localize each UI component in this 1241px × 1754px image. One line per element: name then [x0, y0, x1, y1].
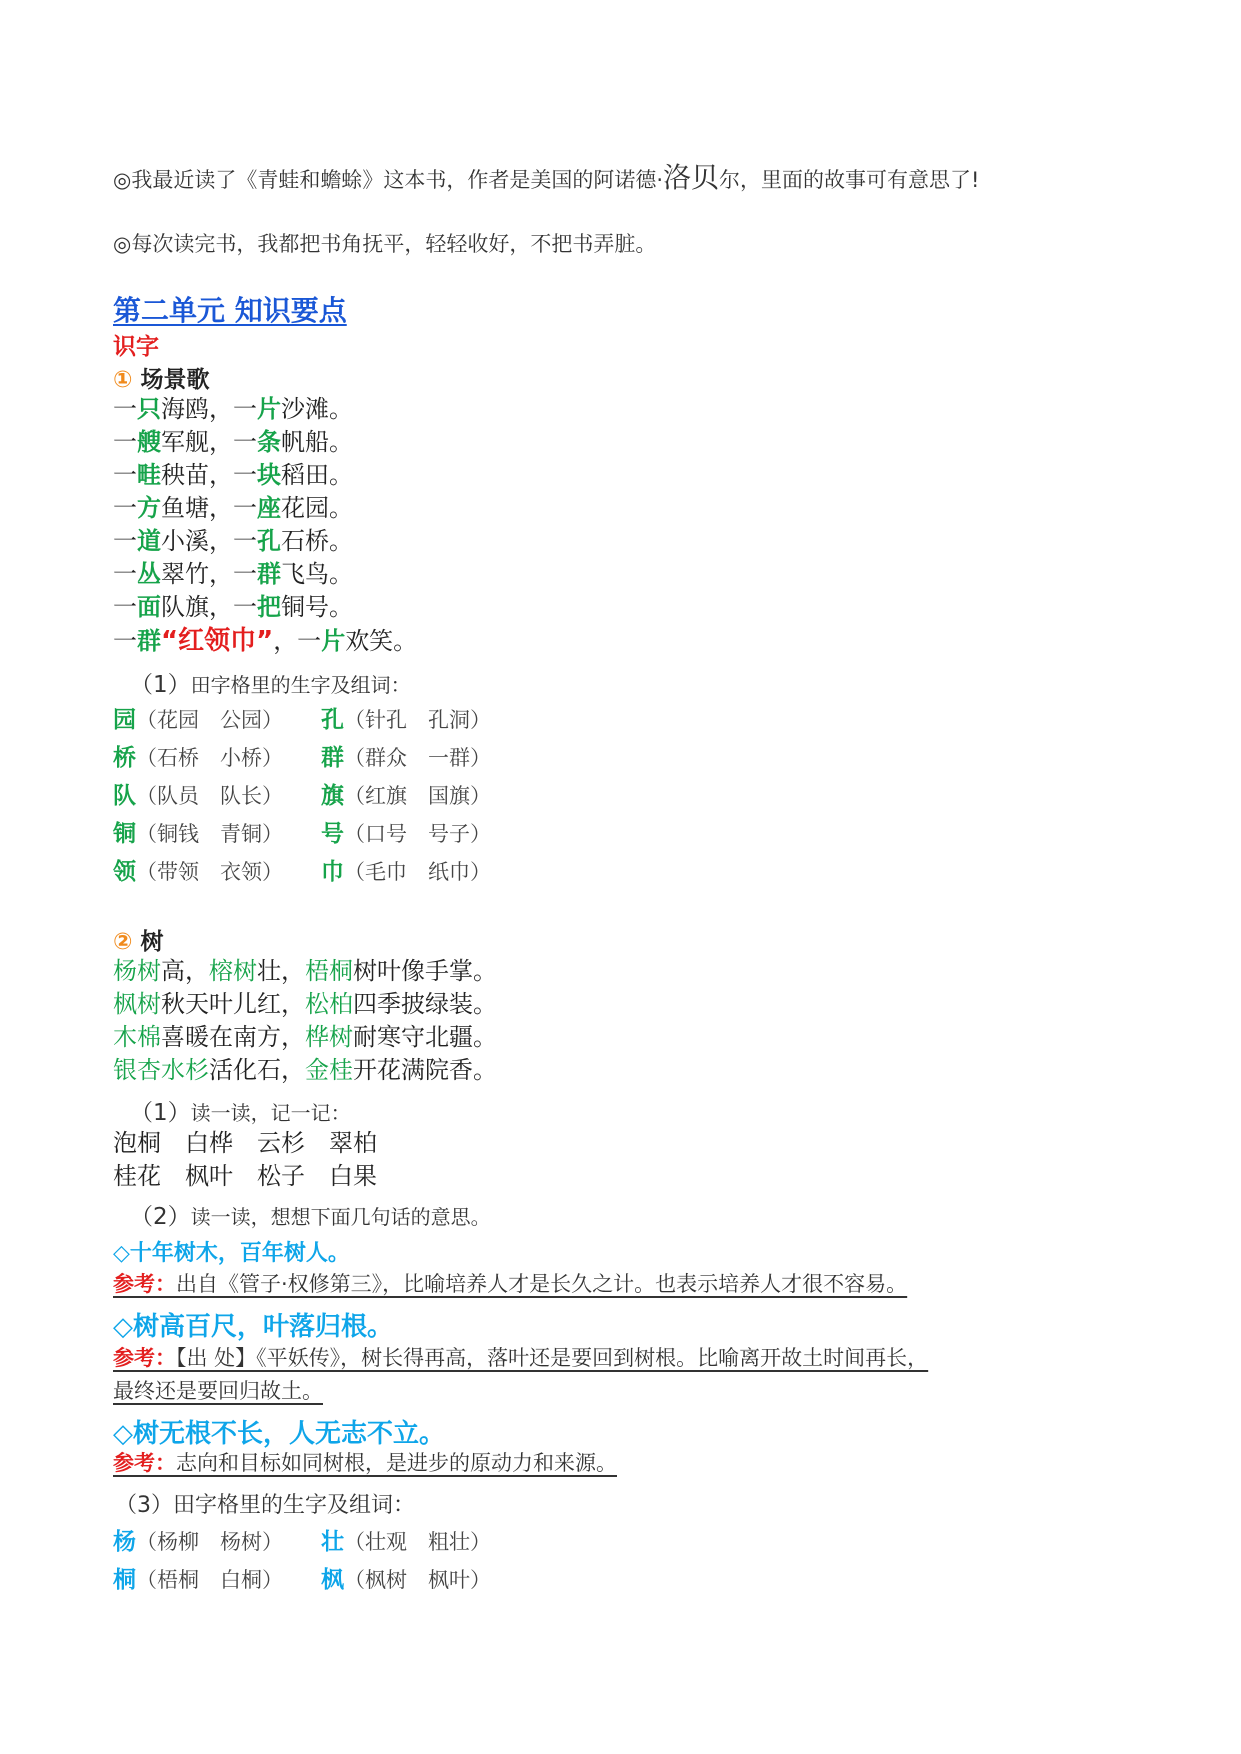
- tree-name: 银杏水杉: [113, 1056, 209, 1084]
- last-line-comma: ，一: [273, 627, 322, 655]
- word-entry: [113, 815, 321, 853]
- poem-text: 海鸥，一: [161, 395, 257, 423]
- word-group: （口号 号子）: [344, 822, 491, 846]
- measure-word: 块: [257, 461, 281, 489]
- reference-2-text-a: 【出 处】《平妖传》，树长得再高，落叶还是要回到树根。比喻离开故土时间再长，: [176, 1346, 929, 1370]
- part2-question-3: （3）田字格里的生字及组词：: [115, 1493, 415, 1518]
- part1-number: ①: [113, 367, 133, 393]
- part2-question-2: [130, 1198, 491, 1231]
- saying-1: ◇十年树木，百年树人。: [113, 1241, 350, 1266]
- last-line-yi: 一: [113, 627, 137, 655]
- saying-3: ◇树无根不长，人无志不立。: [113, 1419, 445, 1449]
- new-character: 园: [113, 707, 136, 733]
- last-line-measure-2: 片: [321, 627, 346, 655]
- word-group: （红旗 国旗）: [344, 784, 491, 808]
- part2-q2-text: 读一读，想想下面几句话的意思。: [190, 1205, 491, 1229]
- measure-word: 群: [257, 560, 281, 588]
- intro-line-1-part-a: ◎我最近读了《青蛙和蟾蜍》这本书，作者是美国的阿诺德·: [113, 168, 663, 192]
- word-row: [113, 815, 491, 853]
- reference-3-label: 参考：: [113, 1451, 176, 1475]
- tree-name: 榕树: [209, 957, 257, 985]
- poem-text: 一: [113, 461, 137, 489]
- measure-word: 面: [137, 593, 161, 621]
- part1-q1-text: 田字格里的生字及组词：: [190, 673, 411, 697]
- word-entry: [321, 853, 491, 891]
- tree-name: 梧桐: [305, 957, 353, 985]
- part2-poem-line: [113, 1054, 497, 1087]
- word-group: （石桥 小桥）: [136, 746, 283, 770]
- measure-word: 道: [137, 527, 161, 555]
- new-character: 桐: [113, 1567, 136, 1593]
- poem-text: 翠竹，一: [161, 560, 257, 588]
- part1-poem-line: [113, 459, 353, 492]
- poem-text: 喜暖在南方，: [161, 1023, 305, 1051]
- word-entry: [113, 853, 321, 891]
- part2-title: 树: [140, 929, 164, 955]
- poem-text: 秋天叶儿红，: [161, 990, 305, 1018]
- measure-word: 艘: [137, 428, 161, 456]
- reference-1: [113, 1268, 907, 1301]
- tree-name: 木棉: [113, 1023, 161, 1051]
- reference-2-text-b: 最终还是要回归故土。: [113, 1379, 323, 1403]
- poem-text: 鱼塘，一: [161, 494, 257, 522]
- measure-word: 只: [137, 395, 161, 423]
- new-character: 杨: [113, 1529, 136, 1555]
- word-entry: [113, 1561, 321, 1599]
- word-entry: [321, 815, 491, 853]
- poem-text: 一: [113, 494, 137, 522]
- word-group: （毛巾 纸巾）: [344, 860, 491, 884]
- intro-line-1: [113, 156, 979, 196]
- part1-poem-line: [113, 558, 353, 591]
- word-group: （针孔 孔洞）: [344, 708, 491, 732]
- poem-text: 队旗，一: [161, 593, 257, 621]
- poem-text: 高，: [161, 957, 209, 985]
- word-row: [113, 701, 491, 739]
- intro-line-2: ◎每次读完书，我都把书角抚平，轻轻收好，不把书弄脏。: [113, 232, 657, 256]
- part1-word-table: [113, 701, 491, 891]
- new-character: 枫: [321, 1567, 344, 1593]
- last-line-red-scarf: “红领巾”: [161, 626, 274, 656]
- poem-text: 树叶像手掌。: [353, 957, 497, 985]
- measure-word: 座: [257, 494, 281, 522]
- word-entry: [113, 701, 321, 739]
- intro-line-1-name: 洛贝: [663, 161, 720, 194]
- tree-name: 杨树: [113, 957, 161, 985]
- new-character: 号: [321, 821, 344, 847]
- word-row: [113, 777, 491, 815]
- measure-word: 方: [137, 494, 161, 522]
- new-character: 铜: [113, 821, 136, 847]
- word-group: （带领 衣领）: [136, 860, 283, 884]
- word-entry: [321, 701, 491, 739]
- word-entry: [321, 739, 491, 777]
- word-group: （枫树 枫叶）: [344, 1568, 491, 1592]
- part2-q1-number: （1）: [130, 1100, 191, 1126]
- tree-name: 松柏: [305, 990, 353, 1018]
- reference-3: [113, 1447, 617, 1480]
- poem-text: 四季披绿装。: [353, 990, 497, 1018]
- poem-text: 一: [113, 428, 137, 456]
- poem-text: 花园。: [281, 494, 353, 522]
- poem-text: 一: [113, 527, 137, 555]
- word-group: （壮观 粗壮）: [344, 1530, 491, 1554]
- word-entry: [113, 777, 321, 815]
- word-entry: [321, 777, 491, 815]
- part1-title: 场景歌: [140, 367, 210, 393]
- measure-word: 丛: [137, 560, 161, 588]
- reference-2: [113, 1342, 928, 1408]
- part2-word-table: [113, 1523, 491, 1599]
- word-entry: [113, 1523, 321, 1561]
- part2-poem-line: [113, 955, 497, 988]
- word-group: （花园 公园）: [136, 708, 283, 732]
- part1-q1-number: （1）: [130, 672, 191, 698]
- part1-poem-line: [113, 492, 353, 525]
- poem-text: 石桥。: [281, 527, 353, 555]
- unit-title[interactable]: 第二单元 知识要点: [113, 294, 347, 327]
- part2-poem-line: [113, 1021, 497, 1054]
- part1-poem-line: [113, 426, 353, 459]
- poem-text: 帆船。: [281, 428, 353, 456]
- part1-question-1: [130, 666, 411, 699]
- poem-text: 小溪，一: [161, 527, 257, 555]
- word-group: （队员 队长）: [136, 784, 283, 808]
- part1-heading: [113, 361, 210, 394]
- poem-text: 秧苗，一: [161, 461, 257, 489]
- word-entry: [113, 739, 321, 777]
- measure-word: 孔: [257, 527, 281, 555]
- tree-name: 枫树: [113, 990, 161, 1018]
- poem-text: 稻田。: [281, 461, 353, 489]
- last-line-measure-1: 群: [137, 627, 161, 655]
- poem-text: 军舰，一: [161, 428, 257, 456]
- part1-poem-line: [113, 525, 353, 558]
- intro-line-1-part-c: 尔，里面的故事可有意思了!: [719, 168, 980, 192]
- part2-q1-text: 读一读，记一记：: [190, 1101, 351, 1125]
- poem-text: 一: [113, 593, 137, 621]
- new-character: 巾: [321, 859, 344, 885]
- reference-1-label: 参考：: [113, 1272, 176, 1296]
- new-character: 群: [321, 745, 344, 771]
- poem-text: 开花满院香。: [353, 1056, 497, 1084]
- reference-1-text: 出自《管子·权修第三》，比喻培养人才是长久之计。也表示培养人才很不容易。: [176, 1272, 908, 1296]
- tree-name: 金桂: [305, 1056, 353, 1084]
- last-line-end: 欢笑。: [345, 627, 418, 655]
- new-character: 桥: [113, 745, 136, 771]
- poem-text: 铜号。: [281, 593, 353, 621]
- measure-word: 片: [257, 395, 281, 423]
- word-row: [113, 853, 491, 891]
- poem-text: 一: [113, 395, 137, 423]
- poem-text: 壮，: [257, 957, 305, 985]
- new-character: 孔: [321, 707, 344, 733]
- measure-word: 条: [257, 428, 281, 456]
- new-character: 领: [113, 859, 136, 885]
- poem-text: 一: [113, 560, 137, 588]
- part2-question-1: [130, 1094, 351, 1127]
- part2-number: ②: [113, 929, 133, 955]
- part1-poem-line: [113, 393, 353, 426]
- section-heading-shizi: 识字: [113, 334, 159, 360]
- saying-2: ◇树高百尺，叶落归根。: [113, 1312, 393, 1342]
- new-character: 队: [113, 783, 136, 809]
- read-line-2: 桂花 枫叶 松子 白果: [113, 1162, 377, 1190]
- new-character: 壮: [321, 1529, 344, 1555]
- part2-poem: [113, 955, 497, 1087]
- measure-word: 畦: [137, 461, 161, 489]
- word-entry: [321, 1561, 491, 1599]
- part1-poem-last-line: [113, 625, 417, 658]
- poem-text: 耐寒守北疆。: [353, 1023, 497, 1051]
- part2-heading: [113, 923, 164, 956]
- poem-text: 活化石，: [209, 1056, 305, 1084]
- word-group: （铜钱 青铜）: [136, 822, 283, 846]
- reference-3-text: 志向和目标如同树根，是进步的原动力和来源。: [176, 1451, 617, 1475]
- reference-2-label: 参考：: [113, 1346, 176, 1370]
- poem-text: 沙滩。: [281, 395, 353, 423]
- measure-word: 把: [257, 593, 281, 621]
- part1-poem-line: [113, 591, 353, 624]
- part2-q2-number: （2）: [130, 1204, 191, 1230]
- part2-poem-line: [113, 988, 497, 1021]
- word-group: （梧桐 白桐）: [136, 1568, 283, 1592]
- poem-text: 飞鸟。: [281, 560, 353, 588]
- new-character: 旗: [321, 783, 344, 809]
- read-line-1: 泡桐 白桦 云杉 翠柏: [113, 1129, 377, 1157]
- word-entry: [321, 1523, 491, 1561]
- word-row: [113, 1561, 491, 1599]
- word-row: [113, 739, 491, 777]
- part1-poem: [113, 393, 353, 624]
- word-row: [113, 1523, 491, 1561]
- tree-name: 桦树: [305, 1023, 353, 1051]
- word-group: （群众 一群）: [344, 746, 491, 770]
- word-group: （杨柳 杨树）: [136, 1530, 283, 1554]
